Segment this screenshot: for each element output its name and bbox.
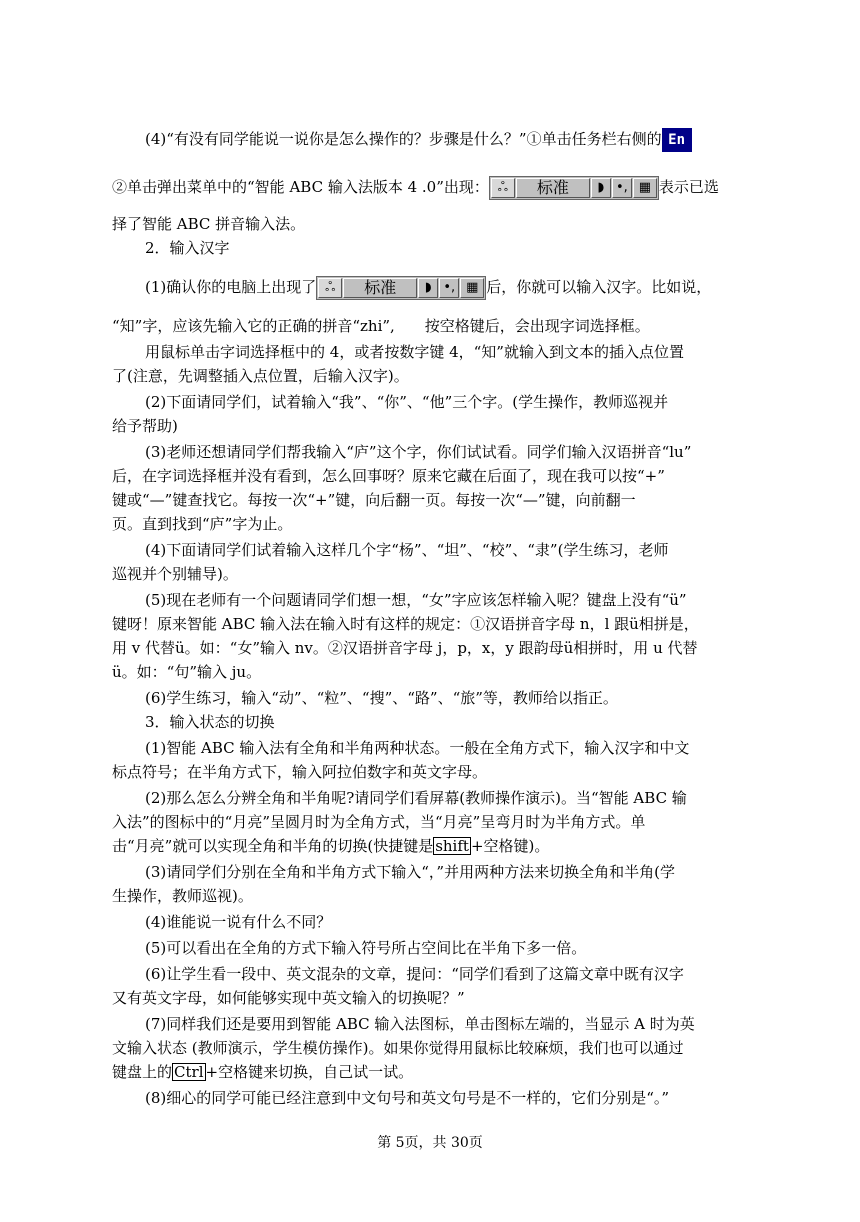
soft-keyboard-icon: ▦	[460, 278, 484, 298]
line-text: (6)学生练习，输入“动”、“粒”、“搜”、“路”、“旅”等，教师给以指正。	[145, 689, 618, 707]
ime-logo-icon: ஃ	[318, 278, 342, 298]
line-text: (2)那么怎么分辨全角和半角呢?请同学们看屏幕(教师操作演示)。当“智能 ABC 输	[145, 789, 687, 807]
paragraph-line	[145, 442, 752, 462]
moon-icon: ◗	[418, 278, 438, 298]
line-text: “知”字，应该先输入它的正确的拼音“zhi”, 按空格键后，会出现字词选择框。	[112, 317, 650, 335]
line-text: (6)让学生看一段中、英文混杂的文章，提问：“同学们看到了这篇文章中既有汉字	[145, 965, 684, 983]
paragraph-line	[145, 862, 752, 882]
line-text: ü。如：“句”输入 ju。	[112, 663, 262, 681]
paragraph-line	[112, 1038, 752, 1058]
paragraph-line	[112, 316, 752, 336]
line-text: 生操作，教师巡视)。	[112, 887, 253, 905]
soft-keyboard-icon: ▦	[633, 178, 657, 198]
ime-status-bar-image	[316, 276, 486, 300]
line-text: (1)确认你的电脑上出现了	[145, 278, 317, 296]
paragraph-line	[145, 392, 752, 412]
line-text: 了(注意，先调整插入点位置，后输入汉字)。	[112, 367, 409, 385]
line-text: 择了智能 ABC 拼音输入法。	[112, 215, 306, 233]
line-text: (5)可以看出在全角的方式下输入符号所占空间比在半角下多一倍。	[145, 939, 587, 957]
paragraph-line	[112, 564, 752, 584]
line-text: 2．输入汉字	[145, 239, 230, 257]
paragraph-line	[112, 416, 752, 436]
paragraph-line	[145, 964, 752, 984]
line-text: 后，在字词选择框并没有看到，怎么回事呀？原来它藏在后面了，现在我可以按“+”	[112, 467, 665, 485]
line-text: (2)下面请同学们，试着输入“我”、“你”、“他”三个字。(学生操作，教师巡视并	[145, 393, 669, 411]
line-text: 用 v 代替ü。如：“女”输入 nv。②汉语拼音字母 j，p，x，y 跟韵母ü相拼时，用 u 代替	[112, 639, 698, 657]
paragraph-line	[112, 812, 752, 832]
paragraph-line	[112, 214, 752, 234]
moon-icon: ◗	[591, 178, 611, 198]
paragraph-line	[145, 276, 752, 300]
line-text: +空格键来切换，自己试一试。	[205, 1063, 414, 1081]
line-text: 又有英文字母，如何能够实现中英文输入的切换呢？”	[112, 989, 465, 1007]
punctuation-icon: •,	[439, 278, 459, 298]
paragraph-line	[112, 176, 752, 200]
line-text: 表示已选	[658, 178, 719, 196]
line-text: +空格键)。	[470, 837, 550, 855]
en-language-icon: En	[662, 128, 692, 152]
paragraph-line	[112, 662, 752, 682]
paragraph-line	[112, 762, 752, 782]
line-text: (4)下面请同学们试着输入这样几个字“杨”、“坦”、“校”、“隶”(学生练习，老师	[145, 541, 669, 559]
ime-mode-label: 标准	[343, 278, 417, 298]
line-text: (3)请同学们分别在全角和半角方式下输入“，”并用两种方法来切换全角和半角(学	[145, 863, 675, 881]
line-text: 键或“—”键查找它。每按一次“+”键，向后翻一页。每按一次“—”键，向前翻一	[112, 491, 636, 509]
paragraph-line	[112, 514, 752, 534]
line-text: 用鼠标单击字词选择框中的 4，或者按数字键 4，“知”就输入到文本的插入点位置	[145, 343, 684, 361]
paragraph-line	[145, 1014, 752, 1034]
line-text: 入法”的图标中的“月亮”呈圆月时为全角方式，当“月亮”呈弯月时为半角方式。单	[112, 813, 646, 831]
line-text: 键呀！原来智能 ABC 输入法在输入时有这样的规定：①汉语拼音字母 n，l 跟ü相拼是，	[112, 615, 699, 633]
paragraph-line	[145, 938, 752, 958]
line-text: 击“月亮”就可以实现全角和半角的切换(快捷键是	[112, 837, 434, 855]
paragraph-line	[112, 466, 752, 486]
paragraph-line	[112, 490, 752, 510]
line-text: 巡视并个别辅导)。	[112, 565, 238, 583]
shift-key-label: shift	[435, 837, 469, 855]
page-footer: 第 5页，共 30页	[377, 1135, 483, 1151]
line-text: 3．输入状态的切换	[145, 713, 275, 731]
line-text: 页。直到找到“庐”字为止。	[112, 515, 293, 533]
ime-logo-icon: ஃ	[491, 178, 515, 198]
line-text: (3)老师还想请同学们帮我输入“庐”这个字，你们试试看。同学们输入汉语拼音“lu”	[145, 443, 692, 461]
paragraph-line	[112, 638, 752, 658]
paragraph-line	[145, 128, 752, 152]
ctrl-key-label: Ctrl	[174, 1063, 204, 1081]
line-text: (8)细心的同学可能已经注意到中文句号和英文句号是不一样的，它们分别是“。”	[145, 1089, 670, 1107]
paragraph-line	[145, 912, 752, 932]
paragraph-line	[112, 836, 752, 856]
line-text: 标点符号；在半角方式下，输入阿拉伯数字和英文字母。	[112, 763, 488, 781]
paragraph-line	[145, 788, 752, 808]
section-heading	[145, 712, 752, 732]
paragraph-line	[145, 1088, 752, 1108]
punctuation-icon: •,	[612, 178, 632, 198]
line-text: 给予帮助)	[112, 417, 178, 435]
line-text: 文输入状态 (教师演示，学生模仿操作)。如果你觉得用鼠标比较麻烦，我们也可以通过	[112, 1039, 684, 1057]
line-text: (4)谁能说一说有什么不同？	[145, 913, 332, 931]
paragraph-line	[112, 366, 752, 386]
ime-status-bar-image	[489, 176, 659, 200]
paragraph-line	[112, 988, 752, 1008]
line-text: (5)现在老师有一个问题请同学们想一想，“女”字应该怎样输入呢？键盘上没有“ü”	[145, 591, 687, 609]
line-text: (7)同样我们还是要用到智能 ABC 输入法图标，单击图标左端的，当显示 A 时为英	[145, 1015, 695, 1033]
line-text: (4)“有没有同学能说一说你是怎么操作的？步骤是什么？”①单击任务栏右侧的	[145, 130, 662, 148]
section-heading	[145, 238, 752, 258]
line-text: 后，你就可以输入汉字。比如说，	[486, 278, 712, 296]
paragraph-line	[112, 886, 752, 906]
paragraph-line	[145, 688, 752, 708]
paragraph-line	[145, 342, 752, 362]
paragraph-line	[145, 590, 752, 610]
line-text: 键盘上的	[112, 1063, 173, 1081]
line-text: (1)智能 ABC 输入法有全角和半角两种状态。一般在全角方式下，输入汉字和中文	[145, 739, 690, 757]
line-text: ②单击弹出菜单中的“智能 ABC 输入法版本 4 .0”出现：	[112, 178, 489, 196]
paragraph-line	[112, 614, 752, 634]
paragraph-line	[145, 738, 752, 758]
paragraph-line	[145, 540, 752, 560]
ime-mode-label: 标准	[516, 178, 590, 198]
paragraph-line	[112, 1062, 752, 1082]
